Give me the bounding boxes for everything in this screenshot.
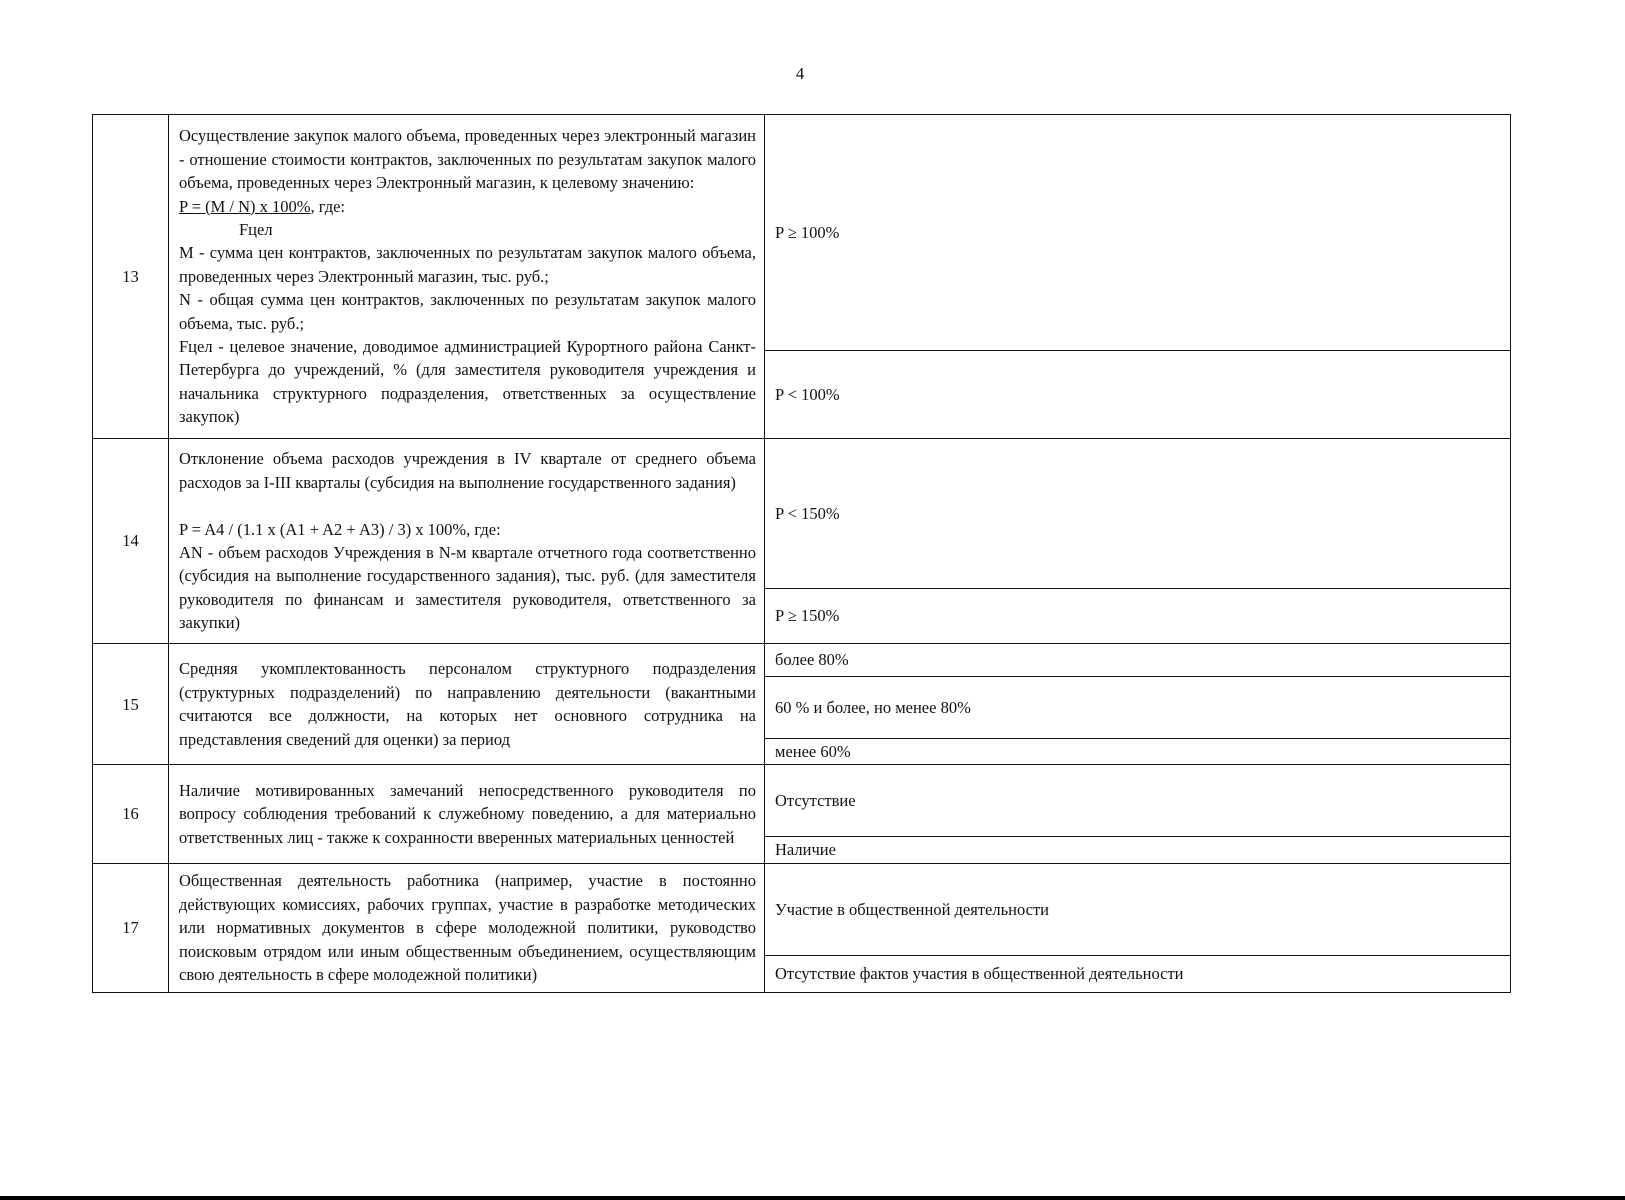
criteria-table [92, 114, 1511, 993]
description-text: Средняя укомплектованность персоналом структурного подразделения (структурных подразделений) по направлению деятельности (вакантными считаются все должности, на которых нет основного сотрудника на представления сведений для оценки) за период [179, 659, 756, 749]
row-number: 15 [93, 644, 169, 765]
description-text: M - сумма цен контрактов, заключенных по результатам закупок малого объема, проведенных через Электронный магазин, тыс. руб.; [179, 243, 756, 286]
criterion-description [169, 765, 765, 863]
table-row [93, 644, 1511, 677]
criterion-description [169, 644, 765, 765]
formula-suffix: , где: [310, 196, 346, 216]
description-text [179, 494, 756, 517]
table-row [93, 439, 1511, 589]
value-cell: Участие в общественной деятельности [765, 863, 1511, 955]
formula-denominator: Fцел [239, 219, 273, 239]
row-number: 16 [93, 765, 169, 863]
description-text: AN - объем расходов Учреждения в N-м квартале отчетного года соответственно (субсидия на выполнение государственного задания), тыс. руб. (для заместителя руководителя по финансам и заместителя руководителя, ответственного за закупки) [179, 543, 756, 633]
value-cell: P < 100% [765, 351, 1511, 439]
value-cell: P ≥ 150% [765, 589, 1511, 644]
scan-edge-line [0, 1196, 1625, 1200]
value-cell: 60 % и более, но менее 80% [765, 677, 1511, 739]
page-number: 4 [795, 64, 805, 83]
table-row [93, 863, 1511, 955]
description-text: N - общая сумма цен контрактов, заключенных по результатам закупок малого объема, тыс. руб.; [179, 290, 756, 333]
description-text: Наличие мотивированных замечаний непосредственного руководителя по вопросу соблюдения требований к служебному поведению, а для материально ответственных лиц - также к сохранности вверенных материальных ценностей [179, 781, 756, 847]
value-cell: менее 60% [765, 739, 1511, 765]
row-number: 17 [93, 863, 169, 992]
value-cell: более 80% [765, 644, 1511, 677]
row-number: 13 [93, 115, 169, 439]
value-cell: P ≥ 100% [765, 115, 1511, 351]
row-number: 14 [93, 439, 169, 644]
formula-line [179, 195, 756, 218]
description-text: Общественная деятельность работника (например, участие в постоянно действующих комиссиях, рабочих группах, участие в разработке методических или нормативных документов в сфере молодежной политики, руководство поисковым отрядом или иным общественным объединением, осуществляющим свою деятельность в сфере молодежной политики) [179, 871, 756, 984]
value-cell: Отсутствие [765, 765, 1511, 837]
criterion-description [169, 115, 765, 439]
criterion-description [169, 439, 765, 644]
description-text: Fцел - целевое значение, доводимое администрацией Курортного района Санкт-Петербурга до учреждений, % (для заместителя руководителя учреждения и начальника структурного подразделения, ответственных за осуществление закупок) [179, 337, 756, 427]
description-text: Осуществление закупок малого объема, проведенных через электронный магазин - отношение стоимости контрактов, заключенных по результатам закупок малого объема, проведенных через Электронный магазин, к целевому значению: [179, 126, 756, 193]
value-cell: P < 150% [765, 439, 1511, 589]
description-text: Отклонение объема расходов учреждения в IV квартале от среднего объема расходов за I-III кварталы (субсидия на выполнение государственного задания) [179, 449, 756, 492]
criterion-description [169, 863, 765, 992]
value-cell: Наличие [765, 837, 1511, 863]
formula-line: P = A4 / (1.1 x (A1 + A2 + A3) / 3) x 100%, где: [179, 519, 501, 539]
value-cell: Отсутствие фактов участия в общественной деятельности [765, 955, 1511, 992]
table-row [93, 115, 1511, 351]
table-row [93, 765, 1511, 837]
formula: P = (M / N) x 100% [179, 196, 311, 216]
